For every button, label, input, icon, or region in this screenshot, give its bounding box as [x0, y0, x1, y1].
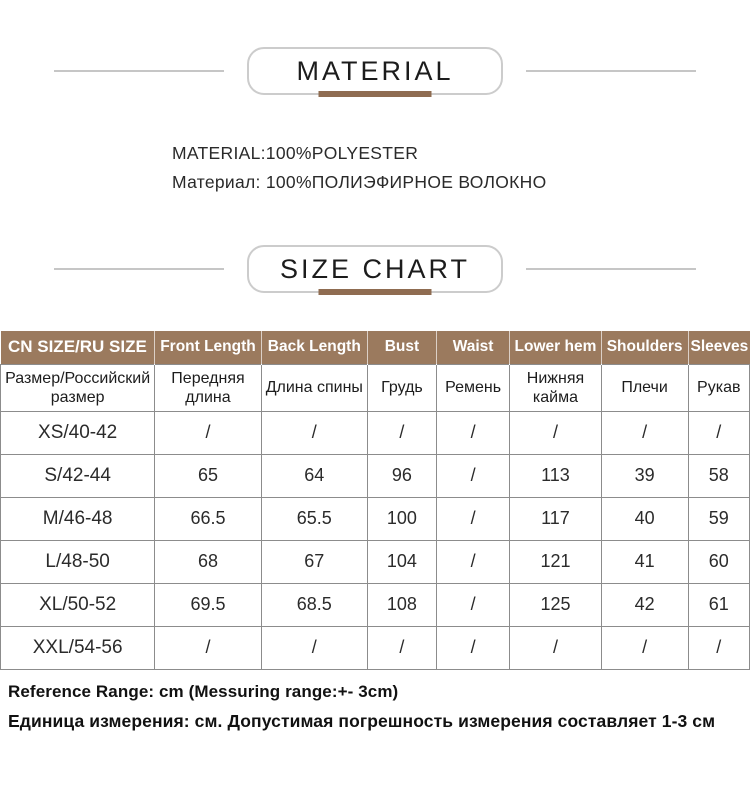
value-cell: 59 — [688, 497, 749, 540]
value-cell: / — [261, 626, 367, 669]
column-header-bust: Bust — [367, 331, 436, 364]
value-cell: 65 — [155, 454, 261, 497]
value-cell: 41 — [601, 540, 688, 583]
value-cell: / — [688, 626, 749, 669]
material-info-block — [0, 139, 750, 197]
value-cell: 117 — [510, 497, 601, 540]
column-header-shoulders: Shoulders — [601, 331, 688, 364]
value-cell: 39 — [601, 454, 688, 497]
value-cell: 40 — [601, 497, 688, 540]
reference-range-note-en: Reference Range: cm (Messuring range:+- 3cm) — [8, 681, 399, 701]
value-cell: / — [155, 411, 261, 454]
column-header-bust-ru: Грудь — [367, 364, 436, 411]
size-cell: M/46-48 — [1, 497, 155, 540]
column-header-back-length-ru: Длина спины — [261, 364, 367, 411]
value-cell: 64 — [261, 454, 367, 497]
material-text-en: MATERIAL:100%POLYESTER — [172, 143, 419, 163]
table-row-xl — [1, 583, 750, 626]
value-cell: / — [367, 411, 436, 454]
value-cell: 61 — [688, 583, 749, 626]
size-cell: L/48-50 — [1, 540, 155, 583]
value-cell: 42 — [601, 583, 688, 626]
value-cell: 67 — [261, 540, 367, 583]
column-header-lower-hem: Lower hem — [510, 331, 601, 364]
table-row-xs — [1, 411, 750, 454]
value-cell: 68.5 — [261, 583, 367, 626]
product-detail-page — [0, 47, 750, 795]
size-chart-section-header — [0, 245, 750, 293]
value-cell: 65.5 — [261, 497, 367, 540]
value-cell: / — [601, 411, 688, 454]
size-chart-title-pill — [247, 245, 503, 293]
value-cell: 125 — [510, 583, 601, 626]
table-header-row-en — [1, 331, 750, 364]
value-cell: / — [601, 626, 688, 669]
value-cell: / — [367, 626, 436, 669]
value-cell: 69.5 — [155, 583, 261, 626]
measurement-notes — [0, 682, 750, 732]
table-row-xxl — [1, 626, 750, 669]
column-header-back-length: Back Length — [261, 331, 367, 364]
table-row-m — [1, 497, 750, 540]
size-cell: S/42-44 — [1, 454, 155, 497]
column-header-front-length-ru: Передняя длина — [155, 364, 261, 411]
value-cell: 66.5 — [155, 497, 261, 540]
column-header-waist: Waist — [436, 331, 509, 364]
title-underline-bar — [319, 91, 432, 97]
column-header-size-ru: Размер/Российский размер — [1, 364, 155, 411]
value-cell: 60 — [688, 540, 749, 583]
value-cell: 68 — [155, 540, 261, 583]
value-cell: / — [510, 626, 601, 669]
value-cell: / — [510, 411, 601, 454]
title-underline-bar — [319, 289, 432, 295]
value-cell: / — [261, 411, 367, 454]
divider-line-right — [526, 70, 696, 72]
column-header-size: CN SIZE/RU SIZE — [1, 331, 155, 364]
value-cell: / — [436, 497, 509, 540]
material-text-ru: Материал: 100%ПОЛИЭФИРНОЕ ВОЛОКНО — [172, 172, 547, 192]
divider-line-left — [54, 70, 224, 72]
value-cell: 113 — [510, 454, 601, 497]
value-cell: / — [436, 540, 509, 583]
value-cell: / — [436, 454, 509, 497]
column-header-waist-ru: Ремень — [436, 364, 509, 411]
value-cell: 100 — [367, 497, 436, 540]
value-cell: / — [436, 411, 509, 454]
column-header-front-length: Front Length — [155, 331, 261, 364]
size-cell: XS/40-42 — [1, 411, 155, 454]
table-row-l — [1, 540, 750, 583]
column-header-shoulders-ru: Плечи — [601, 364, 688, 411]
divider-line-left — [54, 268, 224, 270]
column-header-sleeves: Sleeves — [688, 331, 749, 364]
material-section-header — [0, 47, 750, 95]
material-title-pill — [247, 47, 503, 95]
value-cell: 108 — [367, 583, 436, 626]
column-header-lower-hem-ru: Нижняя кайма — [510, 364, 601, 411]
size-chart-section-title: SIZE CHART — [279, 253, 471, 284]
value-cell: / — [436, 583, 509, 626]
divider-line-right — [526, 268, 696, 270]
table-header-row-ru — [1, 364, 750, 411]
column-header-sleeves-ru: Рукав — [688, 364, 749, 411]
value-cell: 121 — [510, 540, 601, 583]
reference-range-note-ru: Единица измерения: см. Допустимая погрешность измерения составляет 1-3 см — [8, 710, 716, 731]
size-chart-table — [0, 331, 750, 670]
value-cell: 58 — [688, 454, 749, 497]
table-row-s — [1, 454, 750, 497]
size-cell: XXL/54-56 — [1, 626, 155, 669]
value-cell: 96 — [367, 454, 436, 497]
value-cell: / — [436, 626, 509, 669]
value-cell: / — [688, 411, 749, 454]
size-cell: XL/50-52 — [1, 583, 155, 626]
value-cell: 104 — [367, 540, 436, 583]
material-section-title: MATERIAL — [296, 55, 454, 86]
value-cell: / — [155, 626, 261, 669]
